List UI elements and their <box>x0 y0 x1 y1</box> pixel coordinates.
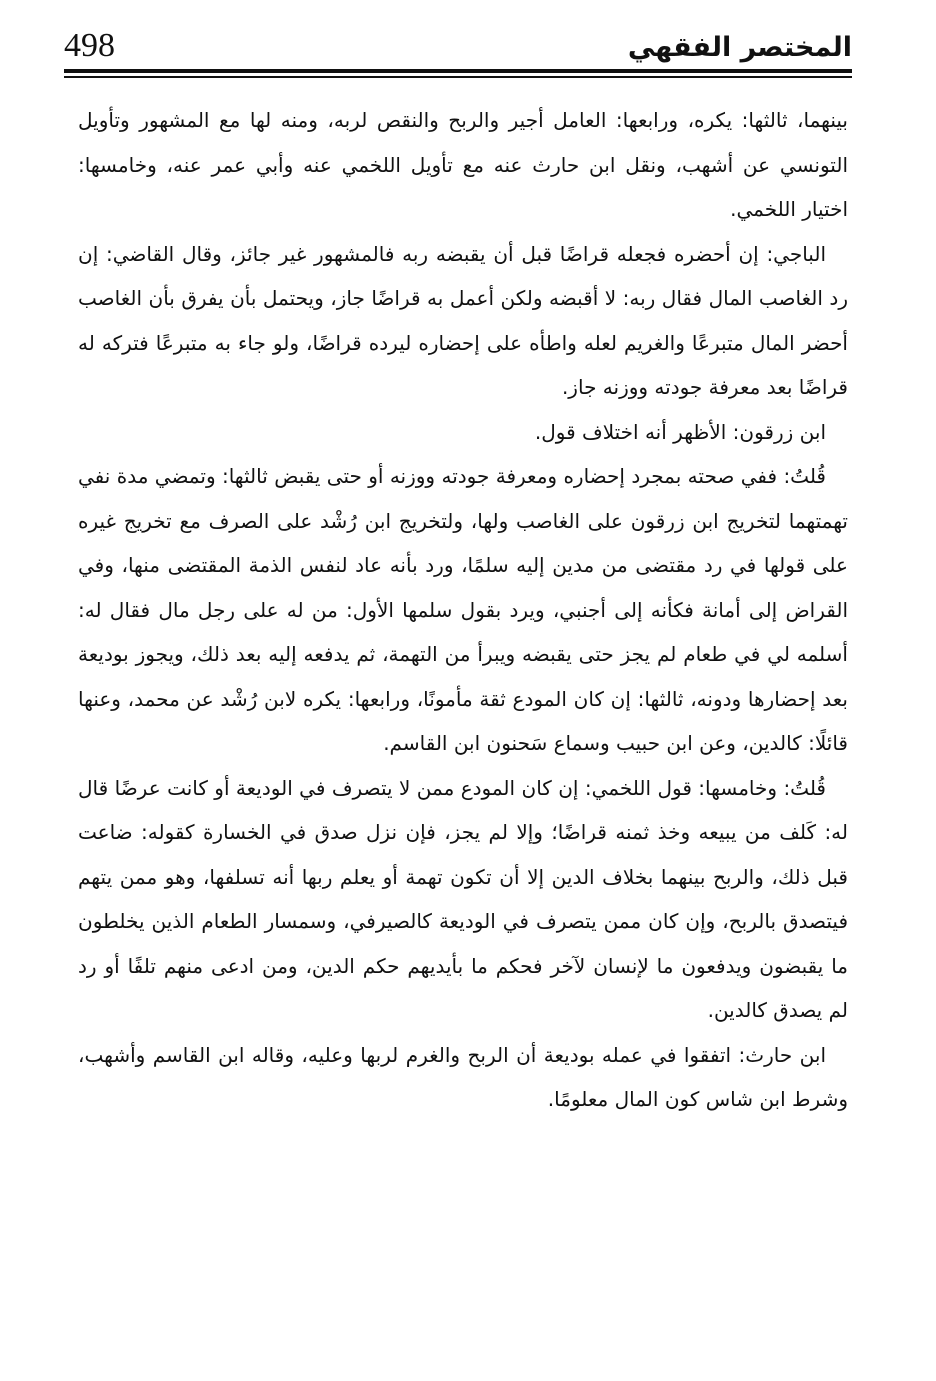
paragraph-1: بينهما، ثالثها: يكره، ورابعها: العامل أجير والربح والنقص لربه، ومنه لها مع المشهور وتأويل التونسي عن أشهب، ونقل ابن حارث عنه مع تأويل اللخمي عنه وأبي عمر عنه، وخامسها: اختيار اللخمي. <box>78 108 848 221</box>
paragraph-3: ابن زرقون: الأظهر أنه اختلاف قول. <box>534 419 826 444</box>
header-rule-thin <box>64 76 852 78</box>
body-text <box>78 98 848 1122</box>
page-number: 498 <box>64 27 115 64</box>
running-title: المختصر الفقهي <box>627 32 852 63</box>
paragraph-4: قُلتُ: ففي صحته بمجرد إحضاره ومعرفة جودته ووزنه أو حتى يقبض ثالثها: وتمضي مدة نفي تهمتهما لتخريج ابن زرقون على الغاصب ولها، ولتخريج ابن رُشْد على الصرف مع تخريج غيره على قولها في رد مقتضى من مدين إليه سلمًا، ورد بأنه عاد لنفس الذمة المقتضى منها، وفي القراض إلى أمانة فكأنه إلى أجنبي، ويرد بقول سلمها الأول: من له على رجل مال فقال له: أسلمه لي في طعام لم يجز حتى يقبضه ويبرأ من التهمة، ثم يدفعه إليه بعد ذلك، ويجوز بوديعة بعد إحضارها ودونه، ثالثها: إن كان المودع ثقة مأمونًا، ورابعها: يكره لابن رُشْد عن محمد، وعنها قائلًا: كالدين، وعن ابن حبيب وسماع سَحنون ابن القاسم. <box>78 464 848 755</box>
paragraph-2: الباجي: إن أحضره فجعله قراضًا قبل أن يقبضه ربه فالمشهور غير جائز، وقال القاضي: إن رد الغاصب المال فقال ربه: لا أقبضه ولكن أعمل به قراضًا جاز، ويحتمل بأن يفرق بأن الغاصب أحضر المال متبرعًا والغريم لعله واطأه على إحضاره ليرده قراضًا، ولو جاء به متبرعًا فتركه له قراضًا بعد معرفة جودته ووزنه جاز. <box>78 241 848 399</box>
page-header <box>64 22 852 72</box>
header-rule-thick <box>64 69 852 73</box>
paragraph-5: قُلتُ: وخامسها: قول اللخمي: إن كان المودع ممن لا يتصرف في الوديعة أو كانت عرضًا قال له: كَلف من يبيعه وخذ ثمنه قراضًا؛ وإلا لم يجز، فإن نزل صدق في الخسارة كقوله: ضاعت قبل ذلك، والربح بينهما بخلاف الدين إلا أن تكون تهمة أو يعلم ربها أنه تسلفها، وهو ممن يتهم فيتصدق بالربح، وإن كان ممن يتصرف في الوديعة كالصيرفي، وسمسار الطعام الذين يخلطون ما يقبضون ويدفعون ما لإنسان لآخر فحكم ما بأيديهم حكم الدين، ومن ادعى منهم تلفًا أو رد لم يصدق كالدين. <box>78 775 848 1022</box>
paragraph-6: ابن حارث: اتفقوا في عمله بوديعة أن الربح والغرم لربها وعليه، وقاله ابن القاسم وأشهب، وشرط ابن شاس كون المال معلومًا. <box>78 1042 848 1111</box>
